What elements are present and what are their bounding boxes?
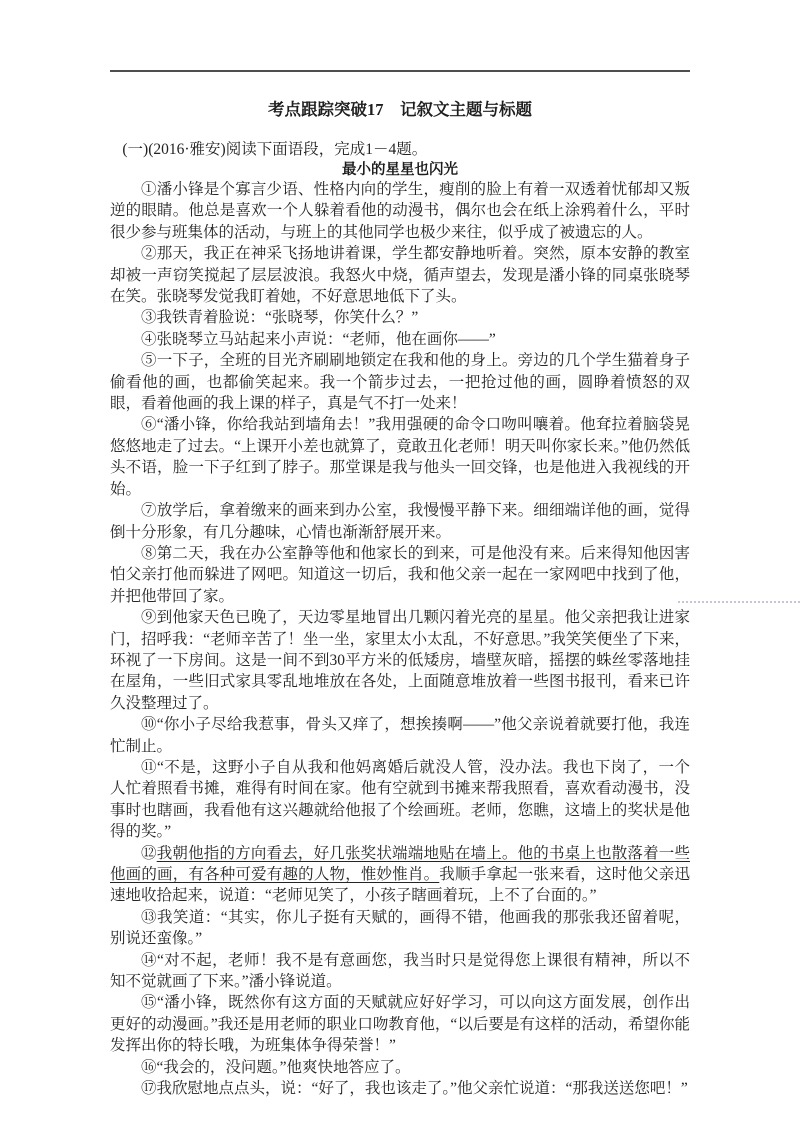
underlined-passage: 我朝他指的方向看去，好几张奖状端端地贴在墙上。他的书桌上也散落着一些他画的画，有各种可爱有趣的人物，惟妙惟肖。: [110, 844, 690, 883]
paragraph-number: ③: [141, 309, 157, 327]
paragraph-text: 张晓琴立马站起来小声说：“老师，他在画你——”: [156, 330, 496, 348]
paragraph-text: “潘小锋，你给我站到墙角去！”我用强硬的命令口吻叫嚷着。他耷拉着脑袋晃悠悠地走了过去。“上课开小差也就算了，竟敢丑化老师！明天叫你家长来。”他仍然低头不语，脸一下子红到了脖子。那堂课是我与他头一回交锋，也是他进入我视线的开始。: [110, 416, 690, 498]
paragraph-text: 我铁青着脸说：“张晓琴，你笑什么？”: [156, 309, 419, 327]
paragraph-text: “对不起，老师！我不是有意画您，我当时只是觉得您上课很有精神，所以不知不觉就画了下来。”潘小锋说道。: [110, 951, 690, 991]
paragraph: [110, 1078, 690, 1099]
header-rule: [110, 70, 690, 72]
article-title: 最小的星星也闪光: [342, 162, 458, 178]
paragraph: [110, 350, 690, 414]
paragraph: [110, 607, 690, 714]
paragraph-number: ⑭: [141, 951, 157, 969]
paragraph-text: 我欣慰地点点头，说：“好了，我也该走了。”他父亲忙说道：“那我送送您吧！”: [156, 1080, 688, 1098]
paragraph-number: ⑦: [141, 502, 157, 520]
paragraph-text: 潘小锋是个寡言少语、性格内向的学生，瘦削的脸上有着一双透着忧郁却又叛逆的眼睛。他总是喜欢一个人躲着看他的动漫书，偶尔也会在纸上涂鸦着什么，平时很少参与班集体的活动，与班上的其他同学也极少来往，似乎成了被遗忘的人。: [110, 181, 690, 241]
paragraph: [110, 543, 690, 607]
paragraph: [110, 757, 690, 843]
paragraph: [110, 500, 690, 543]
paragraph-number: ⑫: [141, 844, 157, 862]
paragraph: [110, 414, 690, 500]
paragraph-number: ①: [141, 181, 157, 198]
paragraph-text: 那天，我正在神采飞扬地讲着课，学生都安静地听着。突然，原本安静的教室却被一声窃笑搅起了层层波浪。我怒火中烧，循声望去，发现是潘小锋的同桌张晓琴在笑。张晓琴发觉我盯着她，不好意思地低下了头。: [110, 245, 690, 306]
paragraph-text: 第二天，我在办公室静等他和他家长的到来，可是他没有来。后来得知他因害怕父亲打他而躲进了网吧。知道这一切后，我和他父亲一起在一家网吧中找到了他，并把他带回了家。: [110, 544, 690, 605]
paragraph: [110, 950, 690, 993]
paragraph: [110, 907, 690, 950]
paragraph-number: ②: [141, 245, 157, 263]
paragraph-text: 到他家天色已晚了，天边零星地冒出几颗闪着光亮的星星。他父亲把我让进家门，招呼我：“老师辛苦了！坐一坐，家里太小太乱，不好意思。”我笑笑便坐了下来，环视了一下房间。这是一间不到30平方米的低矮房，墙壁灰暗，摇摆的蛛丝零落地挂在屋角，一些旧式家具零乱地堆放在各处，上面随意堆放着一些图书报刊，看来已许久没整理过了。: [110, 609, 690, 712]
paragraph-number: ⑪: [141, 758, 157, 776]
paragraph: [110, 329, 690, 350]
paragraph-text: “你小子尽给我惹事，骨头又痒了，想挨揍啊——”他父亲说着就要打他，我连忙制止。: [110, 716, 690, 755]
paragraph-number: ⑥: [141, 416, 157, 434]
paragraph: [110, 243, 690, 307]
paragraph-text: 放学后，拿着缴来的画来到办公室，我慢慢平静下来。细细端详他的画，觉得倒十分形象，有几分趣味，心情也渐渐舒展开来。: [110, 502, 690, 541]
paragraph-text: “不是，这野小子自从我和他妈离婚后就没人管，没办法。我也下岗了，一个人忙着照看书摊，难得有时间在家。他有空就到书摊来帮我照看，喜欢看动漫书，没事时也瞎画，我看他有这兴趣就给他报了个绘画班。老师，您瞧，这墙上的奖状是他得的奖。”: [110, 758, 690, 841]
paragraph-number: ⑨: [141, 609, 157, 627]
paragraph: [110, 992, 690, 1056]
paragraph-number: ⑮: [141, 994, 157, 1012]
paragraph-text: “潘小锋，既然你有这方面的天赋就应好好学习，可以向这方面发展，创作出更好的动漫画。”我还是用老师的职业口吻教育他，“以后要是有这样的活动，希望你能发挥出你的特长哦，为班集体争得荣誉！”: [110, 994, 690, 1055]
paragraph: [110, 307, 690, 328]
paragraph-number: ④: [141, 330, 157, 348]
paragraph: [110, 1057, 690, 1078]
scan-artifact-dotted-line: [678, 601, 800, 603]
paragraph: [110, 179, 690, 243]
paragraph-text: 我顺手拿起一张来看，这时他父亲迅速地收拾起来，说道：“老师见笑了，小孩子瞎画着玩，上不了台面的。”: [110, 866, 690, 905]
paragraph-number: ⑰: [141, 1080, 157, 1098]
paragraph-number: ⑧: [141, 544, 157, 562]
exercise-intro: (一)(2016·雅安)阅读下面语段，完成1－4题。: [122, 141, 428, 158]
paragraph-number: ⑯: [141, 1058, 157, 1076]
paragraph-number: ⑬: [141, 908, 157, 926]
paragraph-text: 一下子，全班的目光齐刷刷地锁定在我和他的身上。旁边的几个学生猫着身子偷看他的画，也都偷笑起来。我一个箭步过去，一把抢过他的画，圆睁着愤怒的双眼，看着他画的我上课的样子，真是气不打一处来！: [110, 352, 690, 413]
paragraph-text: “我会的，没问题。”他爽快地答应了。: [156, 1058, 411, 1076]
paragraph-number: ⑩: [141, 716, 157, 734]
paragraph: [110, 714, 690, 757]
article-body: [110, 179, 690, 1099]
lesson-title: 考点跟踪突破17 记叙文主题与标题: [268, 100, 532, 119]
paragraph-text: 我笑道：“其实，你儿子挺有天赋的，画得不错，他画我的那张我还留着呢，别说还蛮像。”: [110, 908, 690, 948]
paragraph: [110, 843, 690, 907]
paragraph-number: ⑤: [141, 352, 157, 370]
